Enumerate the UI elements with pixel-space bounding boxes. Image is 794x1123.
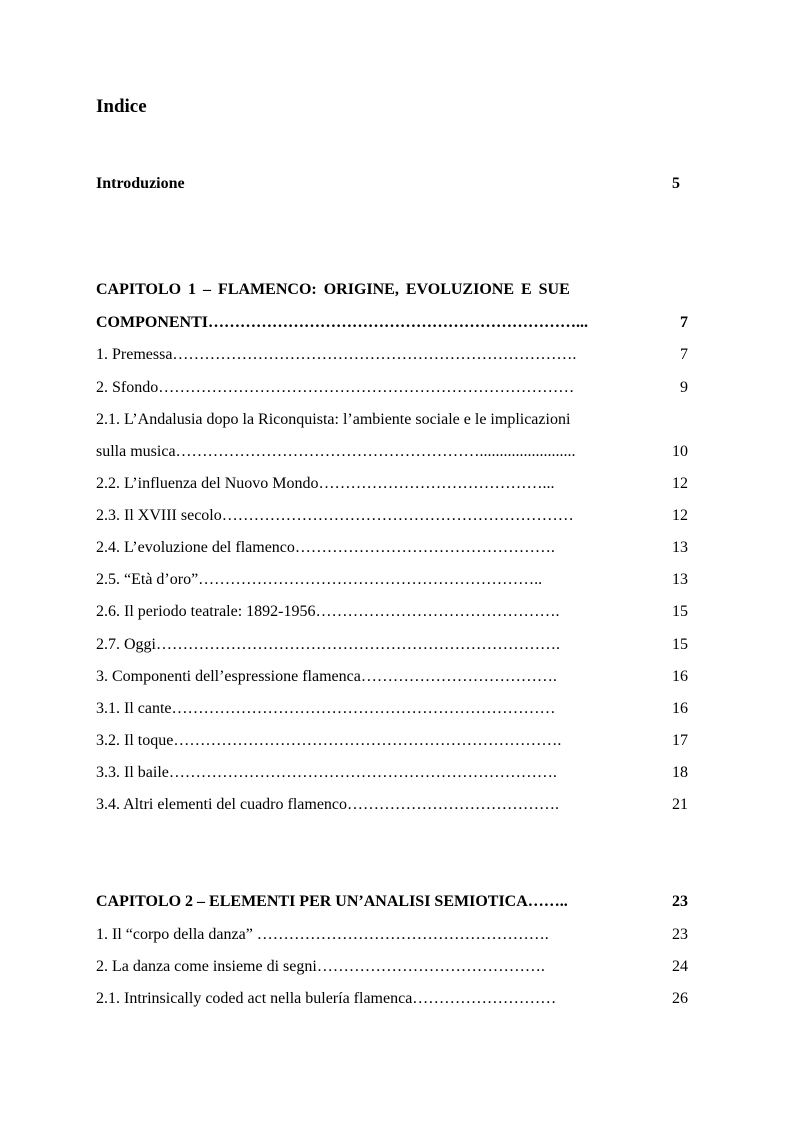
toc-entry-page: 16	[672, 700, 688, 717]
toc-entry-label: 3.1. Il cante………………………………………………………………	[96, 700, 556, 717]
toc-entry-page: 7	[680, 346, 688, 363]
toc-entry-label: 2.3. Il XVIII secolo…………………………………………………………	[96, 507, 574, 524]
toc-entry-label: 2.5. “Età d’oro”………………………………………………………..	[96, 571, 543, 588]
toc-entry-page: 16	[672, 668, 688, 685]
toc-entry-page: 26	[672, 990, 688, 1007]
toc-entry-label: 3. Componenti dell’espressione flamenca……………………………….	[96, 668, 557, 685]
toc-entry-label: 3.3. Il baile……………………………………………………………….	[96, 764, 557, 781]
toc-chapter-2-page: 23	[672, 893, 688, 910]
toc-entry-page: 15	[672, 603, 688, 620]
toc-entry-page: 12	[672, 507, 688, 524]
toc-entry-page: 21	[672, 796, 688, 813]
toc-entry-label: 3.2. Il toque……………………………………………………………….	[96, 732, 562, 749]
toc-entry-label: sulla musica…………………………………………………........................	[96, 443, 576, 460]
toc-entry-label: 2.2. L’influenza del Nuovo Mondo……………………………………...	[96, 475, 555, 492]
toc-entry-label: 1. Il “corpo della danza” ……………………………………………….	[96, 926, 549, 943]
toc-entry-label: 2.1. L’Andalusia dopo la Riconquista: l’ambiente sociale e le implicazioni	[96, 411, 571, 428]
toc-entry-label: 2.6. Il periodo teatrale: 1892-1956……………………………………….	[96, 603, 560, 620]
toc-entry-page: 18	[672, 764, 688, 781]
toc-entry-page: 24	[672, 958, 688, 975]
toc-chapter-1-page: 7	[680, 314, 688, 331]
toc-entry-page: 9	[680, 379, 688, 396]
toc-entry-page: 23	[672, 926, 688, 943]
toc-entry-page: 17	[672, 732, 688, 749]
toc-entry-page: 12	[672, 475, 688, 492]
toc-entry-label: Introduzione	[96, 175, 185, 192]
toc-chapter-2-title: CAPITOLO 2 – ELEMENTI PER UN’ANALISI SEMIOTICA……..	[96, 893, 568, 910]
toc-entry-page: 15	[672, 636, 688, 653]
toc-entry-page: 13	[672, 571, 688, 588]
toc-entry-label: 2. La danza come insieme di segni…………………………………….	[96, 958, 545, 975]
toc-entry-page: 5	[672, 175, 680, 192]
toc-entry-label: 3.4. Altri elementi del cuadro flamenco………………………………….	[96, 796, 560, 813]
toc-entry-label: 2.7. Oggi………………………………………………………………….	[96, 636, 560, 653]
toc-entry-page: 10	[672, 443, 688, 460]
toc-chapter-1-title: CAPITOLO 1 – FLAMENCO: ORIGINE, EVOLUZIONE E SUE	[96, 281, 570, 298]
toc-entry-label: 2.4. L’evoluzione del flamenco………………………………………….	[96, 539, 555, 556]
toc-chapter-1-title-cont: COMPONENTI……………………………………………………………...	[96, 314, 588, 331]
toc-entry-label: 2. Sfondo……………………………………………………………………	[96, 379, 575, 396]
page-title: Indice	[96, 96, 147, 117]
toc-entry-page: 13	[672, 539, 688, 556]
toc-entry-label: 2.1. Intrinsically coded act nella bulería flamenca………………………	[96, 990, 557, 1007]
toc-entry-label: 1. Premessa………………………………………………………………….	[96, 346, 577, 363]
